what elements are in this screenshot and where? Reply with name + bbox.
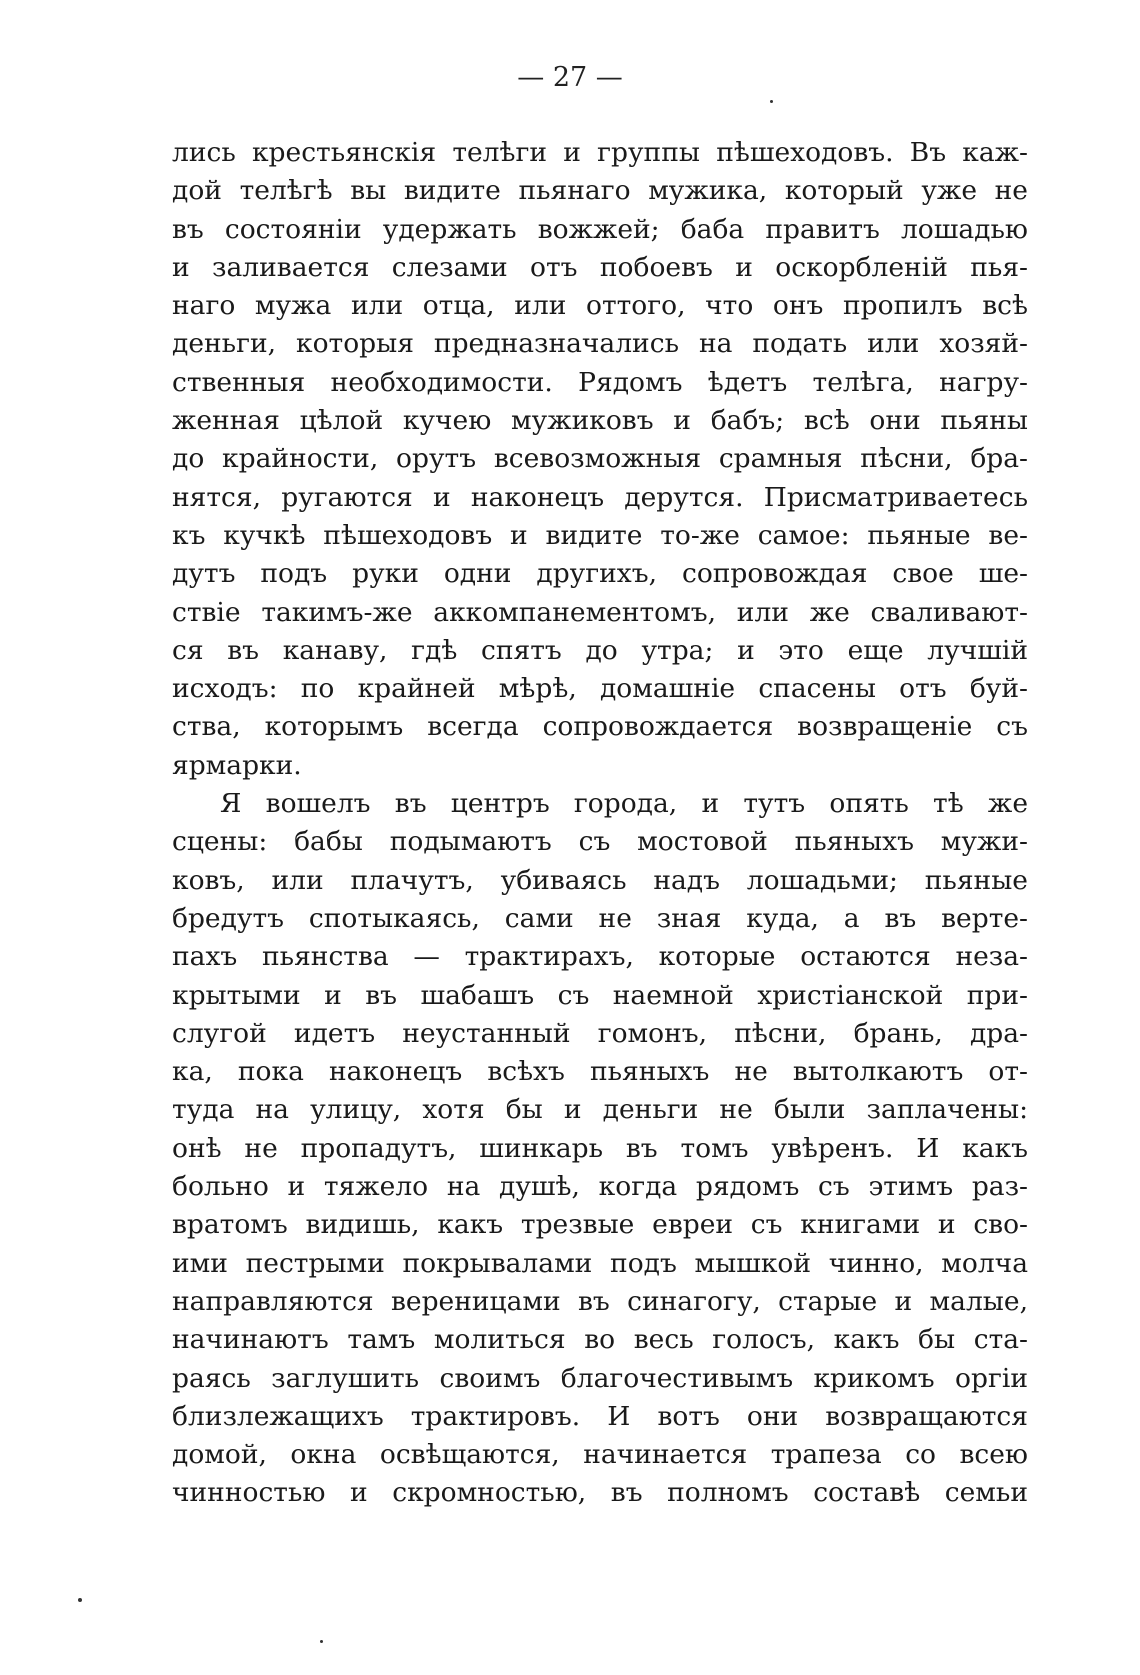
text-line: лись крестьянскія телѣги и группы пѣшеходовъ. Въ каж- [172,137,1028,168]
text-line: до крайности, орутъ всевозможныя срамныя пѣсни, бра- [172,443,1028,475]
text-line: ства, которымъ всегда сопровождается возвращеніе съ [172,711,1028,743]
paragraph-2 [172,785,1028,1513]
text-line: ярмарки. [172,749,302,781]
text-line: раясь заглушить своимъ благочестивымъ крикомъ оргіи [172,1362,1028,1394]
scan-speck [78,1598,82,1602]
text-line: онѣ не пропадутъ, шинкарь въ томъ увѣренъ. И какъ [172,1132,1028,1164]
text-line: близлежащихъ трактировъ. И вотъ они возвращаются [172,1400,1028,1432]
text-line: деньги, которыя предназначались на подать или хозяй- [172,328,1028,360]
text-line: ими пестрыми покрывалами подъ мышкой чинно, молча [172,1247,1028,1279]
paragraph-1 [172,134,1028,785]
text-line: пахъ пьянства — трактирахъ, которые остаются неза- [172,941,1028,973]
text-line: въ состояніи удержать вожжей; баба правитъ лошадью [172,213,1028,245]
text-line: дутъ подъ руки одни другихъ, сопровождая свое ше- [172,558,1028,590]
text-line: бредутъ спотыкаясь, сами не зная куда, а въ верте- [172,902,1028,934]
text-line: женная цѣлой кучею мужиковъ и бабъ; всѣ они пьяны [172,405,1028,437]
text-line: ся въ канаву, гдѣ спятъ до утра; и это еще лучшій [172,634,1028,666]
text-line: начинаютъ тамъ молиться во весь голосъ, какъ бы ста- [172,1324,1028,1356]
text-line: ка, пока наконецъ всѣхъ пьяныхъ не вытолкаютъ от- [172,1056,1028,1088]
text-line: вратомъ видишь, какъ трезвые евреи съ книгами и сво- [172,1209,1028,1241]
text-line: ственныя необходимости. Рядомъ ѣдетъ телѣга, нагру- [172,366,1028,398]
text-line: ковъ, или плачутъ, убиваясь надъ лошадьми; пьяные [172,864,1028,896]
text-line: слугой идетъ неустанный гомонъ, пѣсни, брань, дра- [172,1017,1028,1049]
text-line: направляются вереницами въ синагогу, старые и малые, [172,1285,1028,1317]
text-line: больно и тяжело на душѣ, когда рядомъ съ этимъ раз- [172,1171,1028,1203]
text-line: дой телѣгѣ вы видите пьянаго мужика, который уже не [172,175,1028,207]
scan-speck [770,100,773,103]
page-number: — 27 — [517,62,623,93]
scan-speck [320,1640,323,1643]
text-line: исходъ: по крайней мѣрѣ, домашніе спасены отъ буй- [172,673,1028,705]
text-line: домой, окна освѣщаются, начинается трапеза со всею [172,1439,1028,1471]
text-line: чинностью и скромностью, въ полномъ составѣ семьи [172,1477,1028,1509]
body-text [172,134,1028,1513]
text-line: сцены: бабы подымаютъ съ мостовой пьяныхъ мужи- [172,826,1028,858]
text-line: къ кучкѣ пѣшеходовъ и видите то-же самое: пьяные ве- [172,519,1028,551]
text-line: крытыми и въ шабашъ съ наемной христіанской при- [172,979,1028,1011]
text-line: ствіе такимъ-же аккомпанементомъ, или же сваливают- [172,596,1028,628]
text-line: и заливается слезами отъ побоевъ и оскорбленій пья- [172,251,1028,283]
text-line: нятся, ругаются и наконецъ дерутся. Присматриваетесь [172,481,1028,513]
text-line: наго мужа или отца, или оттого, что онъ пропилъ всѣ [172,290,1028,322]
text-line: туда на улицу, хотя бы и деньги не были заплачены: [172,1094,1028,1126]
text-line: Я вошелъ въ центръ города, и тутъ опять тѣ же [220,788,1028,820]
